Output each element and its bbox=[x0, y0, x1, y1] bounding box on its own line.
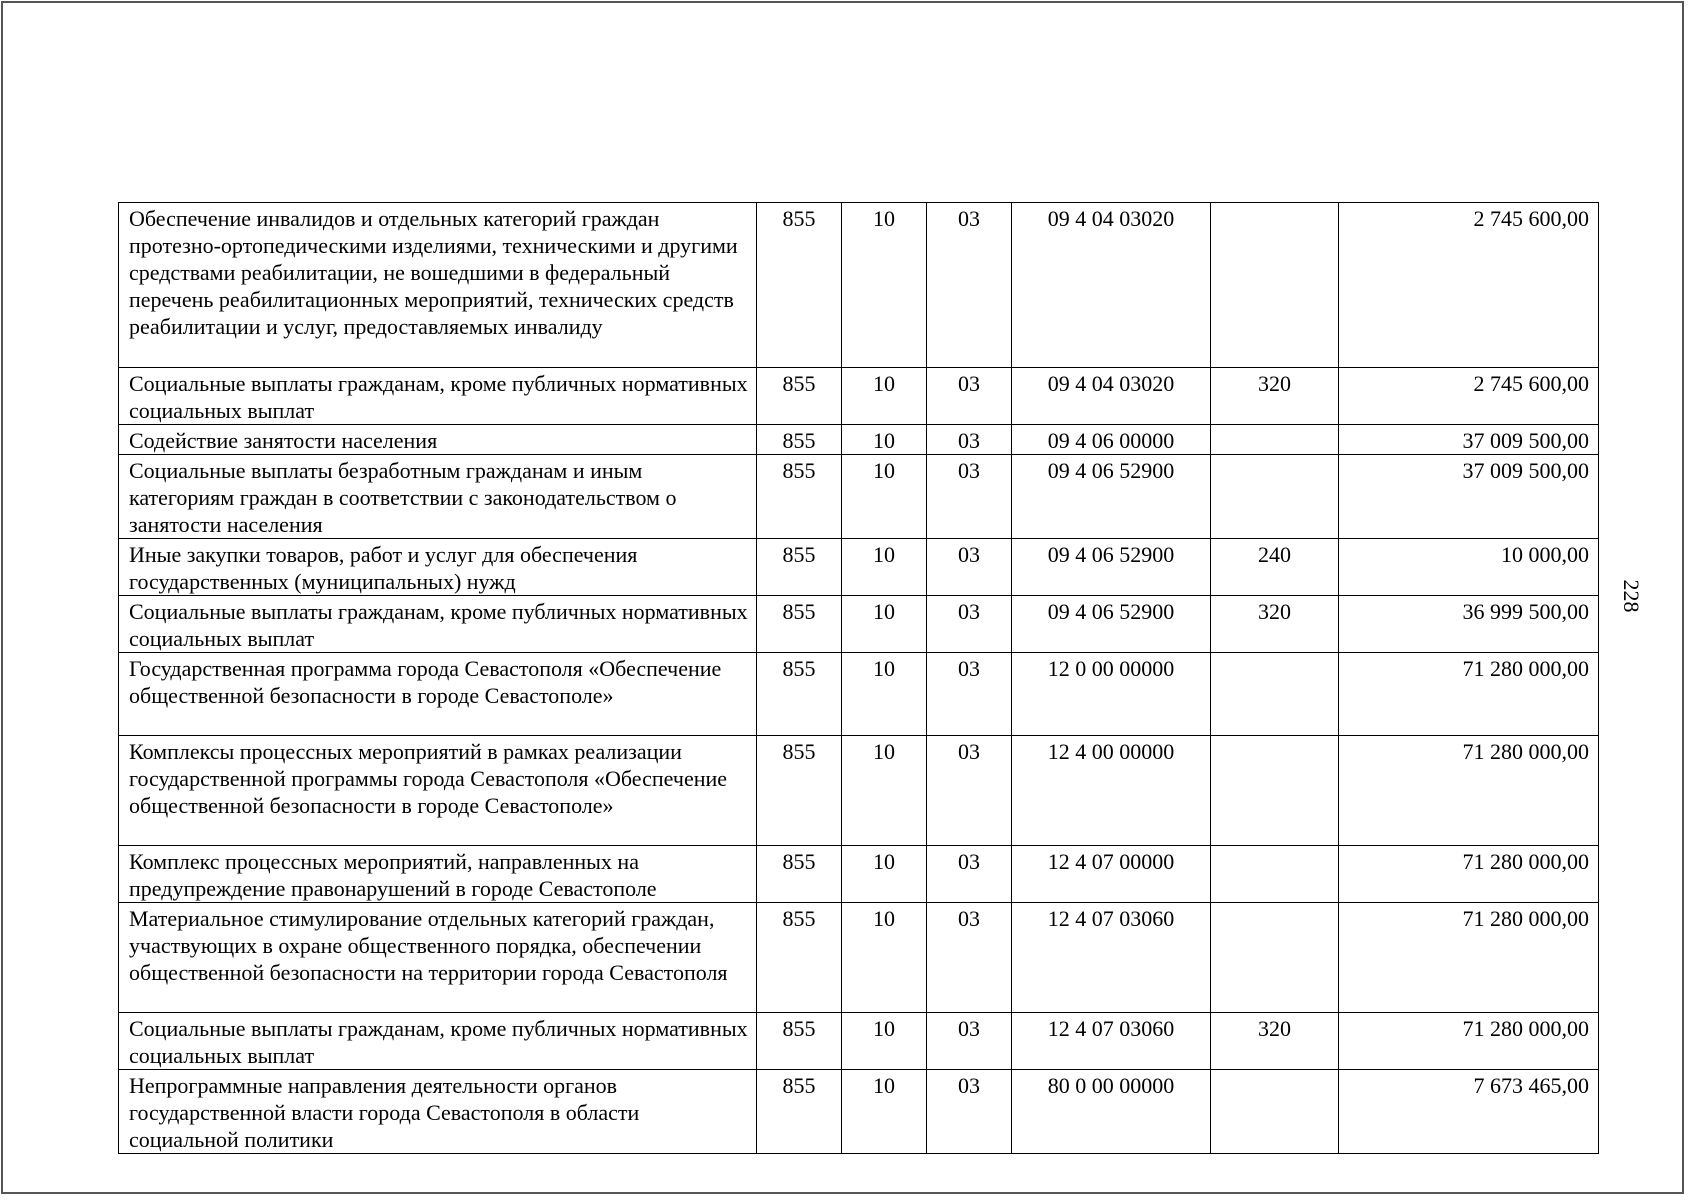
amount: 71 280 000,00 bbox=[1339, 903, 1599, 1013]
row-name: Комплексы процессных мероприятий в рамках реализации государственной программы города Севастополя «Обеспечение общественной безопасности в городе Севастополе» bbox=[119, 736, 757, 846]
section-code: 10 bbox=[842, 1070, 927, 1154]
ministry-code: 855 bbox=[757, 846, 842, 903]
ministry-code: 855 bbox=[757, 1013, 842, 1070]
target-code: 12 4 00 00000 bbox=[1012, 736, 1211, 846]
target-code: 09 4 04 03020 bbox=[1012, 368, 1211, 425]
row-name: Государственная программа города Севастополя «Обеспечение общественной безопасности в городе Севастополе» bbox=[119, 653, 757, 736]
table-row bbox=[119, 1013, 1599, 1070]
target-code: 09 4 04 03020 bbox=[1012, 203, 1211, 368]
ministry-code: 855 bbox=[757, 596, 842, 653]
table-row bbox=[119, 1070, 1599, 1154]
table-row bbox=[119, 455, 1599, 539]
table-body bbox=[119, 203, 1599, 1154]
row-name: Социальные выплаты гражданам, кроме публичных нормативных социальных выплат bbox=[119, 596, 757, 653]
subsection-code: 03 bbox=[927, 653, 1012, 736]
row-name: Социальные выплаты безработным гражданам и иным категориям граждан в соответствии с законодательством о занятости населения bbox=[119, 455, 757, 539]
subsection-code: 03 bbox=[927, 1013, 1012, 1070]
subsection-code: 03 bbox=[927, 425, 1012, 455]
ministry-code: 855 bbox=[757, 368, 842, 425]
amount: 71 280 000,00 bbox=[1339, 1013, 1599, 1070]
subsection-code: 03 bbox=[927, 203, 1012, 368]
expense-type-code bbox=[1211, 203, 1339, 368]
row-name: Социальные выплаты гражданам, кроме публичных нормативных социальных выплат bbox=[119, 368, 757, 425]
amount: 71 280 000,00 bbox=[1339, 846, 1599, 903]
subsection-code: 03 bbox=[927, 455, 1012, 539]
target-code: 09 4 06 52900 bbox=[1012, 596, 1211, 653]
target-code: 12 4 07 03060 bbox=[1012, 1013, 1211, 1070]
row-name: Комплекс процессных мероприятий, направленных на предупреждение правонарушений в городе Севастополе bbox=[119, 846, 757, 903]
amount: 36 999 500,00 bbox=[1339, 596, 1599, 653]
section-code: 10 bbox=[842, 596, 927, 653]
target-code: 09 4 06 00000 bbox=[1012, 425, 1211, 455]
expense-type-code bbox=[1211, 455, 1339, 539]
target-code: 09 4 06 52900 bbox=[1012, 539, 1211, 596]
expense-type-code bbox=[1211, 653, 1339, 736]
row-name: Иные закупки товаров, работ и услуг для обеспечения государственных (муниципальных) нужд bbox=[119, 539, 757, 596]
expense-type-code bbox=[1211, 425, 1339, 455]
target-code: 09 4 06 52900 bbox=[1012, 455, 1211, 539]
ministry-code: 855 bbox=[757, 1070, 842, 1154]
expense-type-code: 240 bbox=[1211, 539, 1339, 596]
ministry-code: 855 bbox=[757, 455, 842, 539]
row-name: Содействие занятости населения bbox=[119, 425, 757, 455]
subsection-code: 03 bbox=[927, 846, 1012, 903]
subsection-code: 03 bbox=[927, 539, 1012, 596]
expense-type-code: 320 bbox=[1211, 596, 1339, 653]
table-row bbox=[119, 903, 1599, 1013]
ministry-code: 855 bbox=[757, 539, 842, 596]
expense-type-code: 320 bbox=[1211, 1013, 1339, 1070]
section-code: 10 bbox=[842, 368, 927, 425]
target-code: 12 4 07 00000 bbox=[1012, 846, 1211, 903]
table-row bbox=[119, 736, 1599, 846]
ministry-code: 855 bbox=[757, 736, 842, 846]
row-name: Непрограммные направления деятельности органов государственной власти города Севастополя в области социальной политики bbox=[119, 1070, 757, 1154]
expense-type-code: 320 bbox=[1211, 368, 1339, 425]
subsection-code: 03 bbox=[927, 903, 1012, 1013]
amount: 2 745 600,00 bbox=[1339, 368, 1599, 425]
amount: 37 009 500,00 bbox=[1339, 425, 1599, 455]
subsection-code: 03 bbox=[927, 368, 1012, 425]
amount: 10 000,00 bbox=[1339, 539, 1599, 596]
target-code: 80 0 00 00000 bbox=[1012, 1070, 1211, 1154]
row-name: Материальное стимулирование отдельных категорий граждан, участвующих в охране общественного порядка, обеспечении общественной безопасности на территории города Севастополя bbox=[119, 903, 757, 1013]
expense-type-code bbox=[1211, 1070, 1339, 1154]
target-code: 12 4 07 03060 bbox=[1012, 903, 1211, 1013]
table-row bbox=[119, 203, 1599, 368]
ministry-code: 855 bbox=[757, 903, 842, 1013]
subsection-code: 03 bbox=[927, 1070, 1012, 1154]
table-row bbox=[119, 539, 1599, 596]
expense-type-code bbox=[1211, 736, 1339, 846]
table-row bbox=[119, 596, 1599, 653]
amount: 71 280 000,00 bbox=[1339, 653, 1599, 736]
amount: 7 673 465,00 bbox=[1339, 1070, 1599, 1154]
row-name: Социальные выплаты гражданам, кроме публичных нормативных социальных выплат bbox=[119, 1013, 757, 1070]
section-code: 10 bbox=[842, 736, 927, 846]
section-code: 10 bbox=[842, 846, 927, 903]
section-code: 10 bbox=[842, 653, 927, 736]
amount: 2 745 600,00 bbox=[1339, 203, 1599, 368]
section-code: 10 bbox=[842, 1013, 927, 1070]
row-name: Обеспечение инвалидов и отдельных категорий граждан протезно-ортопедическими изделиями, техническими и другими средствами реабилитации, не вошедшими в федеральный перечень реабилитационных мероприятий, технических средств реабилитации и услуг, предоставляемых инвалиду bbox=[119, 203, 757, 368]
section-code: 10 bbox=[842, 203, 927, 368]
table-row bbox=[119, 846, 1599, 903]
section-code: 10 bbox=[842, 903, 927, 1013]
ministry-code: 855 bbox=[757, 653, 842, 736]
amount: 37 009 500,00 bbox=[1339, 455, 1599, 539]
section-code: 10 bbox=[842, 539, 927, 596]
table-row bbox=[119, 368, 1599, 425]
expense-type-code bbox=[1211, 903, 1339, 1013]
page-number: 228 bbox=[1619, 579, 1644, 613]
table-row bbox=[119, 425, 1599, 455]
ministry-code: 855 bbox=[757, 203, 842, 368]
subsection-code: 03 bbox=[927, 736, 1012, 846]
section-code: 10 bbox=[842, 425, 927, 455]
expense-type-code bbox=[1211, 846, 1339, 903]
amount: 71 280 000,00 bbox=[1339, 736, 1599, 846]
budget-table bbox=[118, 202, 1599, 1154]
section-code: 10 bbox=[842, 455, 927, 539]
table-row bbox=[119, 653, 1599, 736]
target-code: 12 0 00 00000 bbox=[1012, 653, 1211, 736]
ministry-code: 855 bbox=[757, 425, 842, 455]
subsection-code: 03 bbox=[927, 596, 1012, 653]
